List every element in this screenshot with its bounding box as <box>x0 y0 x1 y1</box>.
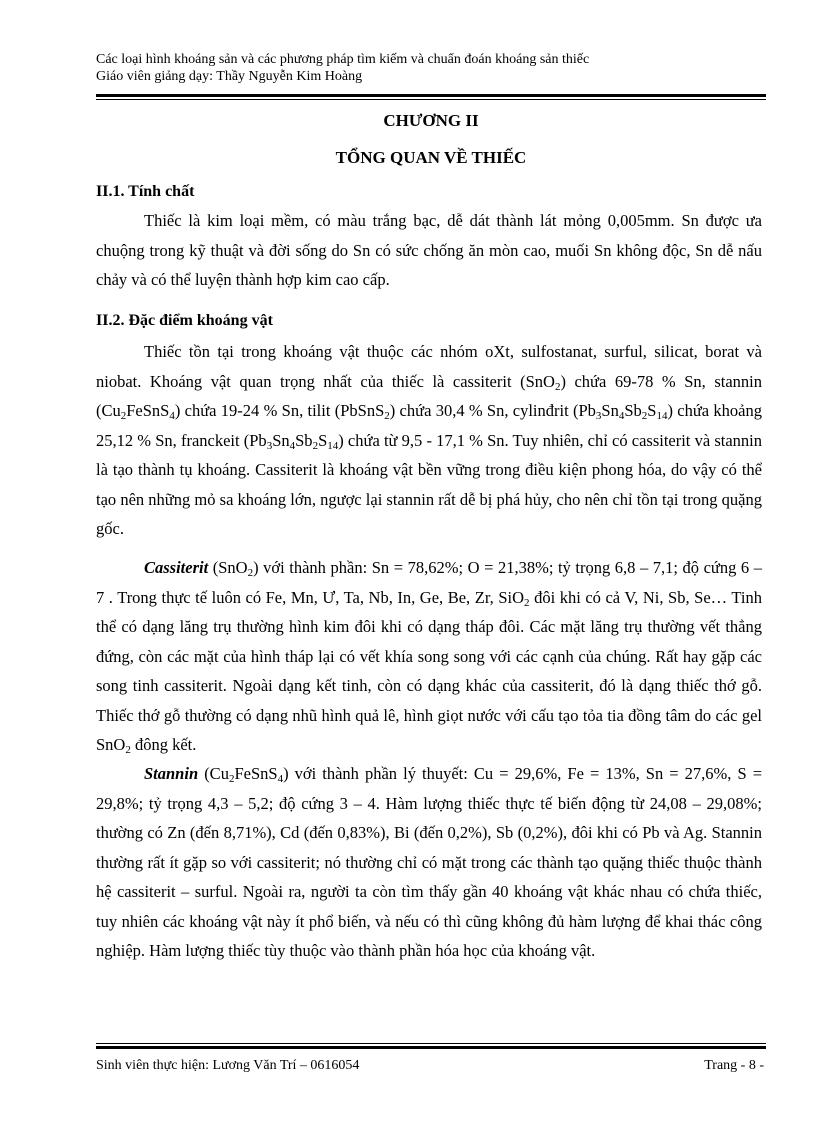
stannin-paragraph: Stannin $(Cu_2FeSnS_4)$ với thành phần lý thuyết: Cu = 29,6%, Fe = 13%, Sn = 27,6%, S = 29,8%; tỷ trọng 4,3 – 5,2; độ cứng 3 – 4. Hàm lượng thiếc thực tế biến động từ 24,08 – 29,08%; thường có Zn (đến 8,71%), Cd (đến 0,83%), Bi (đến 0,2%), Sb (0,2%), đôi khi có Pb và Ag. Stannin thường rất ít gặp so với cassiterit; nó thường chỉ có mặt trong các thành tạo quặng thiếc thuộc thành hệ cassiterit – surful. Ngoài ra, người ta còn tìm thấy gần 40 khoáng vật khác nhau có chứa thiếc, tuy nhiên các khoáng vật này ít phổ biến, và nếu có thì cũng không đủ hàm lượng để khai thác công nghiệp. Hàm lượng thiếc tùy thuộc vào thành phần hóa học của khoáng vật. <box>96 764 763 960</box>
header-title: Các loại hình khoáng sản và các phương pháp tìm kiếm và chuẩn đoán khoáng sản thiếc <box>96 52 590 67</box>
chapter-title: TỔNG QUAN VỀ THIẾC <box>335 148 527 167</box>
header-instructor: Giáo viên giảng dạy: Thầy Nguyễn Kim Hoàng <box>96 69 363 84</box>
minerals-paragraph: Thiếc tồn tại trong khoáng vật thuộc các nhóm oXt, sulfostanat, surful, silicat, borat và niobat. Khoáng vật quan trọng nhất của thiếc là cassiterit (SnO$_2$) chứa 69-78 % Sn, stannin $(Cu_2FeSnS_4)$ chứa 19-24 % Sn, tilit (PbSnS$_2$) chứa 30,4 % Sn, cylinđrit $(Pb_3Sn_4Sb_2S_{14})$ chứa khoảng 25,12 % Sn, franckeit $(Pb_3Sn_4Sb_2S_{14})$ chứa từ 9,5 - 17,1 % Sn. Tuy nhiên, chỉ có cassiterit và stannin là tạo thành tụ khoáng. Cassiterit là khoáng vật bền vững trong điều kiện phong hóa, do vậy có thể tạo nên những mỏ sa khoáng lớn, ngược lại stannin rất dễ bị phá hủy, cho nên chỉ tồn tại trong quặng gốc. <box>96 342 762 538</box>
cassiterit-term: Cassiterit <box>144 558 209 577</box>
footer-rule <box>96 1043 766 1049</box>
footer-student: Sinh viên thực hiện: Lương Văn Trí – 0616054 <box>96 1058 360 1073</box>
section-heading-properties: II.1. Tính chất <box>96 183 195 200</box>
chapter-number: CHƯƠNG II <box>383 111 479 130</box>
properties-paragraph <box>96 206 762 295</box>
footer-page-number: Trang - 8 - <box>704 1058 764 1073</box>
cassiterit-paragraph: Cassiterit (SnO$_2$) với thành phần: Sn = 78,62%; O = 21,38%; tỷ trọng 6,8 – 7,1; độ cứng 6 – 7 . Trong thực tế luôn có Fe, Mn, Ư, Ta, Nb, In, Ge, Be, Zr, SiO$_2$ đôi khi có cả V, Ni, Sb, Se… Tinh thể có dạng lăng trụ thường hình kim đôi khi có dạng tháp đôi. Các mặt lăng trụ thường vết thẳng đứng, còn các mặt của hình tháp lại có vết khía song song với các cạnh của chúng. Rất hay gặp các song tinh cassiterit. Ngoài dạng kết tinh, còn có dạng khác của cassiterit, đó là dạng thiếc thớ gỗ. Thiếc thớ gỗ thường có dạng nhũ hình quả lê, hình giọt nước với cấu tạo tỏa tia đồng tâm do các gel SnO$_2$ đông kết. <box>96 558 762 756</box>
header-rule <box>96 94 766 100</box>
section-heading-minerals: II.2. Đặc điểm khoáng vật <box>96 312 273 329</box>
properties-text: Thiếc là kim loại mềm, có màu trắng bạc, dễ dát thành lát mỏng 0,005mm. Sn được ưa chuộng trong kỹ thuật và đời sống do Sn có sức chống ăn mòn cao, muối Sn không độc, Sn dễ nấu chảy và có thể luyện thành hợp kim cao cấp. <box>96 211 762 289</box>
stannin-term: Stannin <box>144 764 199 783</box>
